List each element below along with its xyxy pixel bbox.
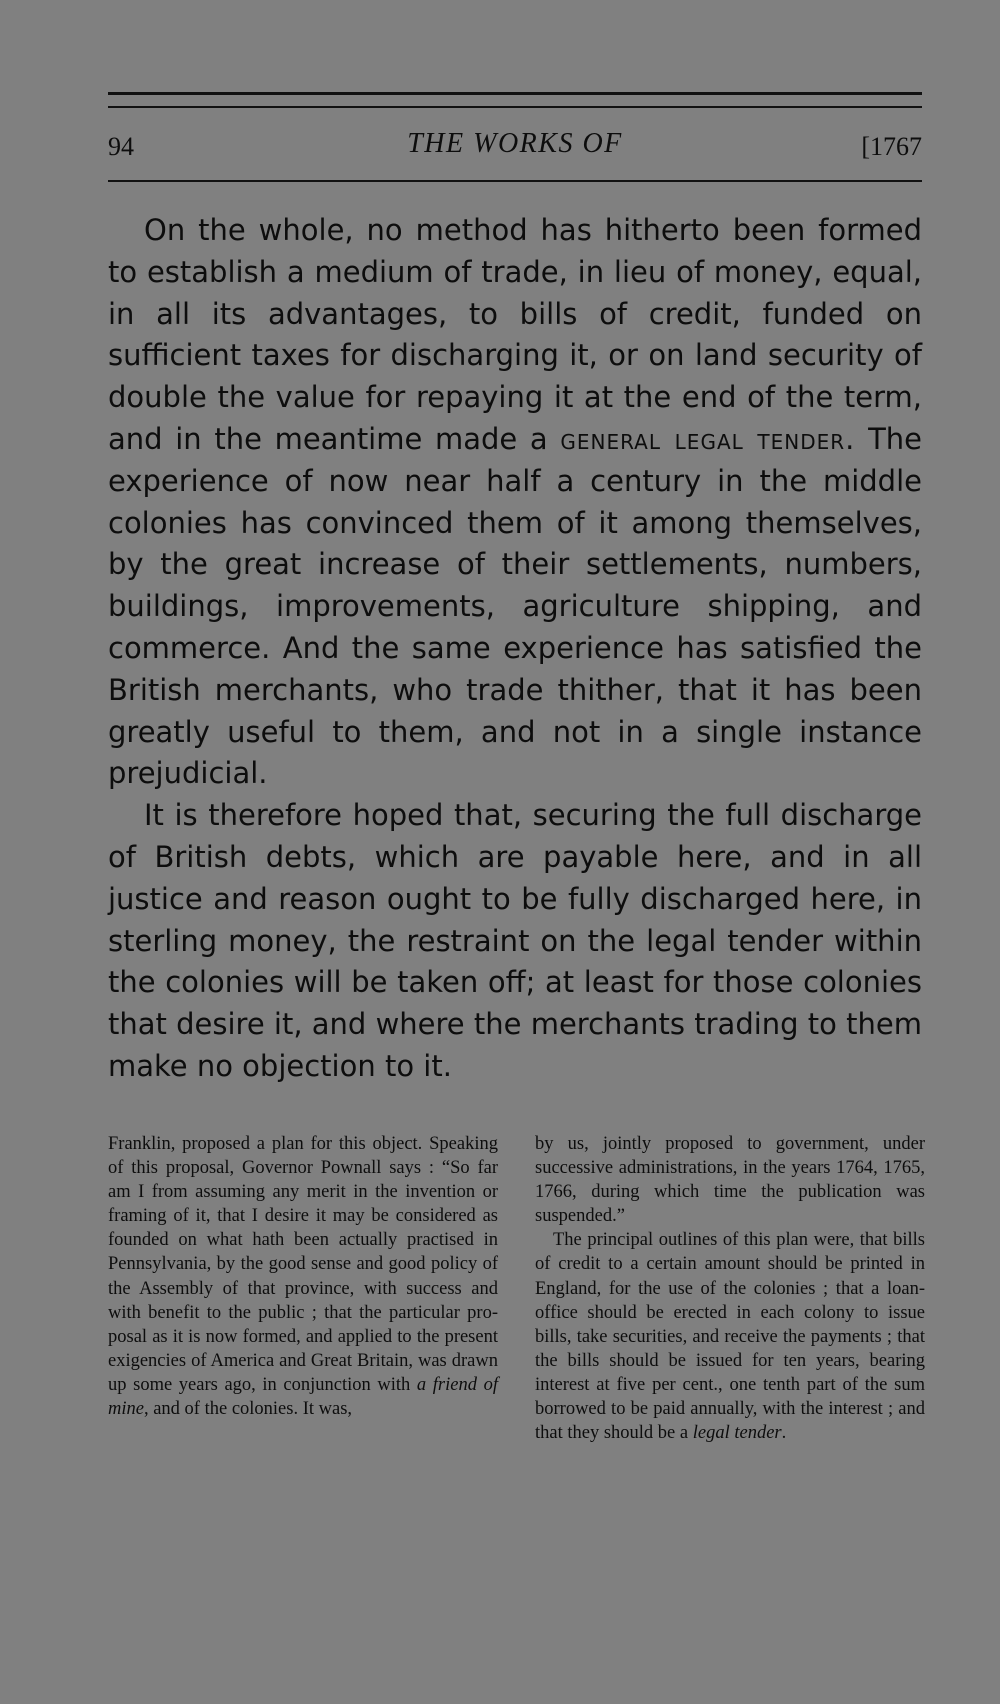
running-title: THE WORKS OF [407,128,623,159]
footnote-left-paragraph [108,1132,498,1421]
book-page [108,92,925,1692]
footnote-right-text: The principal outlines of this plan were, that bills of credit to a certain amount should be printed in England, for the use of the colonies ; that a loan-office should be erected in each colony to issue bills, take securities, and receive the payments ; that the bills should be issued for ten years, bearing interest at five per cent., one tenth part of the sum borrowed to be paid annually, with the interest ; and that they should be a [535,1230,925,1444]
footnote-left-text: Franklin, proposed a plan for this object. Speaking of this proposal, Governor Pownall says : “So far am I from assuming any merit in the invention or framing of it, that I desire it may be considered as founded on what hath been actually practised in Pennsylvania, by the good sense and good policy of the Assembly of that province, with success and with benefit to the public ; that the particular proposal as it is now formed, and applied to the present exigencies of America and Great Britain, was drawn up some years ago, in conjunction with [108,1134,498,1395]
top-rule-thin [108,106,922,108]
main-text [108,210,922,1088]
top-rule [108,92,922,95]
footnote-right-paragraph-2 [535,1228,925,1445]
footnote-column-right [535,1132,925,1445]
paragraph-1-continued: The experience of now near half a century in the middle colonies has convinced them of it among themselves, by the great increase of their settlements, numbers, buildings, improvements, agriculture shipping, and commerce. And the same experience has satisfied the British merchants, who trade thither, that it has been greatly useful to them, and not in a single instance prejudicial. [108,421,923,791]
paragraph-2: It is therefore hoped that, securing the full discharge of British debts, which are payable here, and in all justice and reason ought to be fully discharged here, in sterling money, the restraint on the legal tender within the colonies will be taken off; at least for those colonies that desire it, and where the merchants trading to them make no objection to it. [108,798,922,1083]
footnote-left-italic: a friend of mine [108,1374,498,1420]
paragraph-1 [108,210,922,795]
page-number: 94 [108,132,134,161]
footnote-right-italic: legal tender [692,1423,782,1444]
header-rule [108,180,922,182]
footnote-column-left [108,1132,498,1421]
running-head [108,128,922,168]
running-year: [1767 [861,132,922,161]
general-legal-tender-smallcaps: general legal tender. [560,421,856,456]
footnote-left-end: , and of the colonies. It was, [143,1399,353,1420]
footnote-right-end: . [781,1423,787,1444]
footnote-right-paragraph-1: by us, jointly proposed to government, under successive administrations, in the years 1764, 1765, 1766, during which time the publication was suspended.” [535,1134,925,1227]
paragraph-1-text: On the whole, no method has hitherto been formed to establish a medium of trade, in lieu of money, equal, in all its advantages, to bills of credit, funded on sufficient taxes for discharging it, or on land security of double the value for repaying it at the end of the term, and in the meantime made a [108,213,922,456]
